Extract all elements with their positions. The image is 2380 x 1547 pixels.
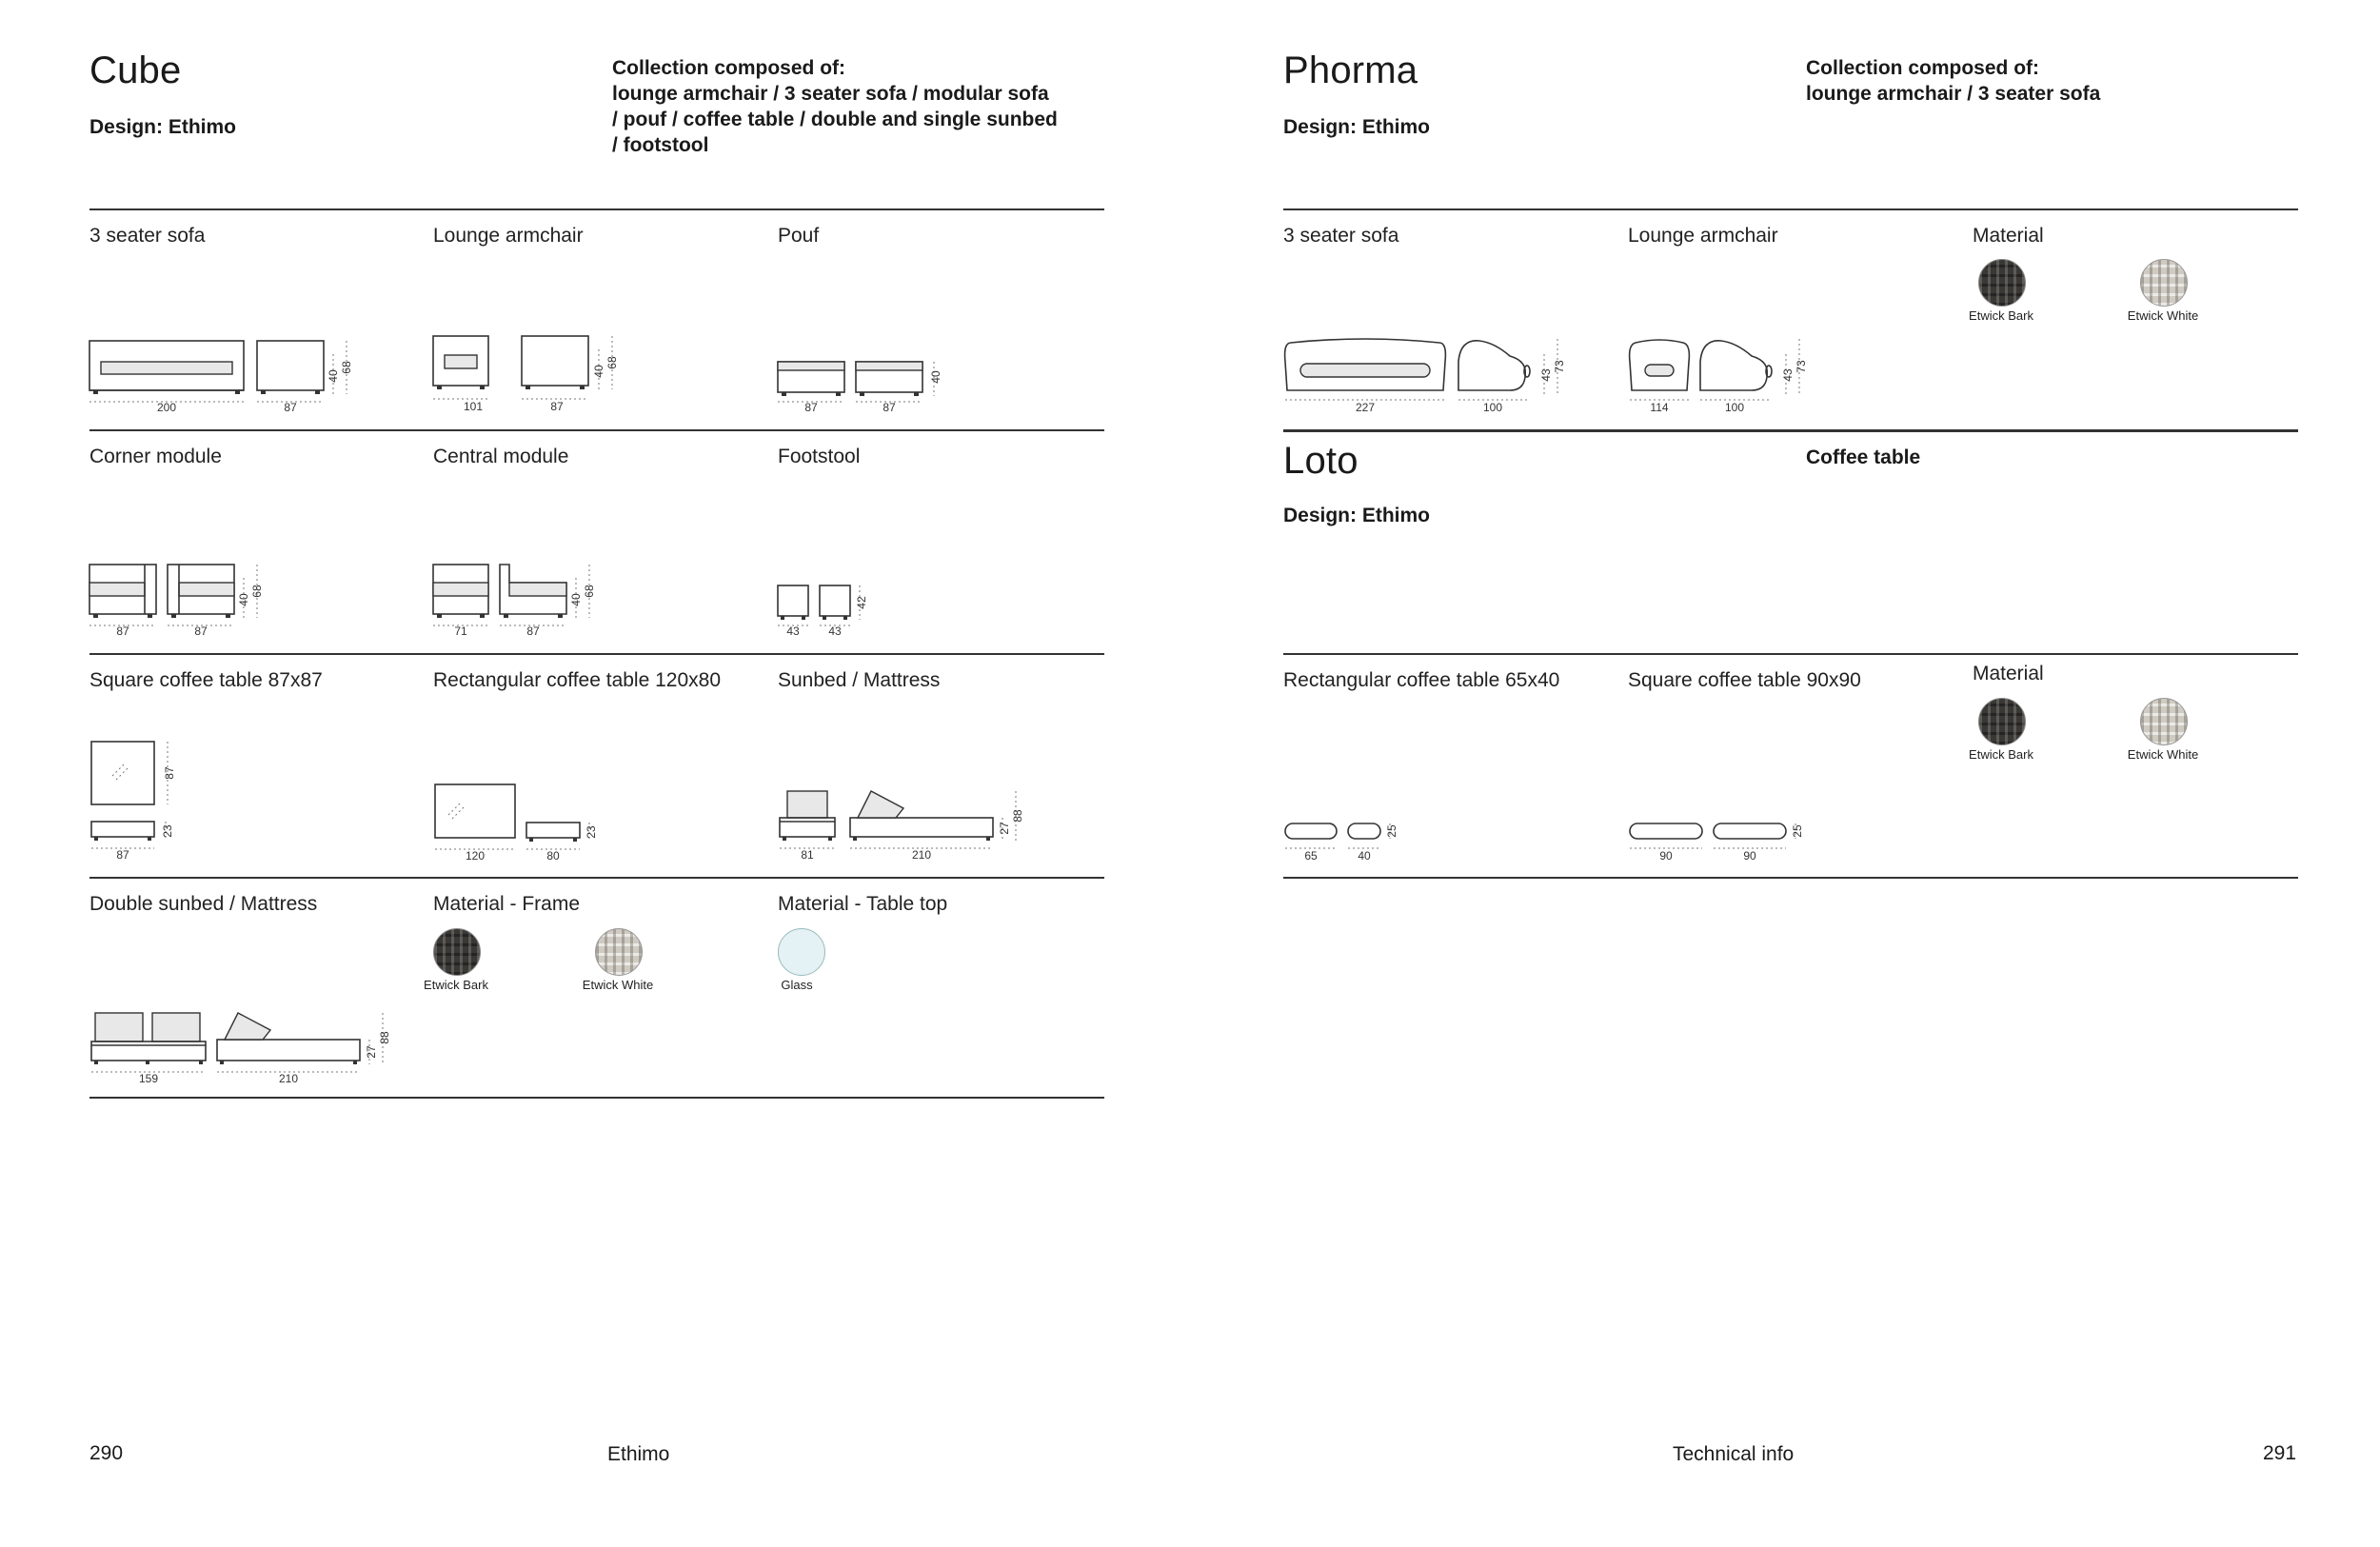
divider: [1283, 429, 2298, 432]
etwick-bark-swatch: [433, 928, 481, 976]
loto-design: Design: Ethimo: [1283, 505, 1431, 526]
dim-depth: 87: [550, 400, 564, 413]
item-label: Rectangular coffee table 120x80: [433, 669, 721, 691]
dim-length: 210: [278, 1072, 299, 1085]
divider: [89, 877, 1104, 879]
dim-depth: 100: [1724, 401, 1745, 414]
item-label: 3 seater sofa: [1283, 225, 1399, 247]
sunbed-drawing: [778, 785, 1025, 871]
dim-height: 23: [161, 824, 174, 838]
cube-design: Design: Ethimo: [89, 116, 237, 138]
dim-height: 73: [1795, 360, 1808, 373]
dim-seat-height: 40: [327, 369, 340, 383]
phorma-collection: [1806, 55, 2301, 107]
dim-depth: 43: [828, 625, 842, 638]
dim-height: 68: [605, 356, 619, 369]
phorma-armchair-drawing: [1628, 333, 1856, 419]
lounge-armchair-drawing: [433, 328, 643, 414]
dim-depth: 40: [1358, 849, 1371, 863]
loto-rect-table-drawing: [1283, 814, 1436, 871]
divider: [1283, 877, 2298, 879]
dim-height: 27: [998, 822, 1011, 835]
dim-width: 159: [138, 1072, 159, 1085]
loto-title: Loto: [1283, 440, 1359, 482]
swatch-label: Etwick Bark: [1969, 747, 2033, 762]
dim-width: 114: [1650, 401, 1669, 414]
swatch-label: Etwick Bark: [1969, 308, 2033, 323]
item-label: Square coffee table 90x90: [1628, 669, 1861, 691]
collection-line: lounge armchair / 3 seater sofa: [1806, 83, 2101, 105]
dim-depth: 80: [546, 849, 560, 863]
etwick-bark-swatch: [1978, 698, 2026, 745]
dim-seat-height: 40: [592, 365, 605, 378]
etwick-bark-swatch: [1978, 259, 2026, 307]
divider: [1283, 208, 2298, 210]
cube-collection: [612, 55, 1107, 158]
footstool-drawing: [778, 581, 892, 647]
divider: [1283, 653, 2298, 655]
item-label: Material: [1973, 225, 2044, 247]
dim-depth: 87: [163, 766, 176, 780]
dim-width: 90: [1659, 849, 1673, 863]
sofa-3-seater-drawing: [89, 333, 375, 419]
square-coffee-table-drawing: [89, 738, 223, 871]
etwick-white-swatch: [2140, 698, 2188, 745]
dim-backrest-height: 88: [378, 1031, 391, 1044]
dim-height: 68: [250, 585, 264, 598]
dim-backrest-height: 88: [1011, 809, 1024, 823]
dim-seat-height: 43: [1781, 368, 1795, 382]
footer-section: Technical info: [1673, 1443, 1795, 1465]
dim-height: 73: [1553, 360, 1566, 373]
dim-width: 101: [463, 400, 484, 413]
dim-height: 27: [365, 1045, 378, 1059]
dim-height: 25: [1791, 824, 1804, 838]
item-label: Lounge armchair: [1628, 225, 1778, 247]
item-label: Material - Table top: [778, 893, 948, 915]
phorma-sofa-drawing: [1283, 333, 1588, 419]
item-label: 3 seater sofa: [89, 225, 206, 247]
item-label: Double sunbed / Mattress: [89, 893, 318, 915]
loto-square-table-drawing: [1628, 814, 1837, 871]
dim-width: 43: [786, 625, 800, 638]
dim-depth: 87: [526, 625, 540, 638]
dim-seat-height: 40: [569, 593, 583, 606]
dim-depth: 87: [194, 625, 208, 638]
swatch-label: Etwick White: [582, 978, 654, 992]
item-label: Material - Frame: [433, 893, 581, 915]
divider: [89, 429, 1104, 431]
dim-height: 68: [340, 361, 353, 374]
dim-depth: 90: [1743, 849, 1756, 863]
page-number-right: 291: [2263, 1442, 2297, 1464]
dim-width: 65: [1304, 849, 1318, 863]
item-label: Lounge armchair: [433, 225, 584, 247]
page-number-left: 290: [89, 1442, 124, 1464]
collection-line: lounge armchair / 3 seater sofa / modular sofa: [612, 83, 1049, 105]
dim-height: 25: [1385, 824, 1398, 838]
item-label: Footstool: [778, 446, 861, 467]
dim-depth: 87: [284, 401, 297, 414]
dim-width: 120: [465, 849, 486, 863]
collection-heading: Collection composed of:: [612, 57, 846, 79]
divider: [89, 653, 1104, 655]
dim-height: 23: [585, 825, 598, 839]
dim-seat-height: 40: [237, 593, 250, 606]
collection-heading: Collection composed of:: [1806, 57, 2040, 79]
item-label: Central module: [433, 446, 569, 467]
glass-swatch: [778, 928, 825, 976]
etwick-white-swatch: [2140, 259, 2188, 307]
item-label: Square coffee table 87x87: [89, 669, 323, 691]
item-label: Rectangular coffee table 65x40: [1283, 669, 1560, 691]
corner-module-drawing: [89, 557, 280, 643]
divider: [89, 1097, 1104, 1099]
item-label: Pouf: [778, 225, 820, 247]
swatch-label: Etwick White: [2127, 308, 2199, 323]
collection-line: / pouf / coffee table / double and single sunbed: [612, 109, 1058, 130]
item-label: Corner module: [89, 446, 222, 467]
dim-depth: 100: [1482, 401, 1503, 414]
dim-height: 42: [855, 596, 868, 609]
etwick-white-swatch: [595, 928, 643, 976]
double-sunbed-drawing: [89, 1009, 413, 1095]
dim-width: 87: [804, 401, 818, 414]
phorma-design: Design: Ethimo: [1283, 116, 1431, 138]
collection-line: / footstool: [612, 134, 709, 156]
dim-width: 87: [116, 848, 129, 862]
dim-width: 200: [156, 401, 177, 414]
dim-seat-height: 43: [1539, 368, 1553, 382]
dim-height: 68: [583, 585, 596, 598]
loto-collection: Coffee table: [1806, 446, 1921, 468]
dim-length: 210: [911, 848, 932, 862]
cube-title: Cube: [89, 50, 182, 91]
item-label: Material: [1973, 663, 2044, 684]
dim-width: 87: [116, 625, 129, 638]
swatch-label: Etwick Bark: [424, 978, 488, 992]
dim-depth: 87: [883, 401, 896, 414]
central-module-drawing: [433, 557, 624, 643]
divider: [89, 208, 1104, 210]
pouf-drawing: [778, 352, 968, 419]
rectangular-coffee-table-drawing: [433, 781, 624, 866]
swatch-label: Etwick White: [2127, 747, 2199, 762]
phorma-title: Phorma: [1283, 50, 1418, 91]
dim-width: 227: [1355, 401, 1376, 414]
footer-brand: Ethimo: [607, 1443, 670, 1465]
dim-width: 71: [454, 625, 467, 638]
swatch-label: Glass: [781, 978, 813, 992]
item-label: Sunbed / Mattress: [778, 669, 941, 691]
dim-width: 81: [801, 848, 814, 862]
dim-height: 40: [929, 370, 942, 384]
